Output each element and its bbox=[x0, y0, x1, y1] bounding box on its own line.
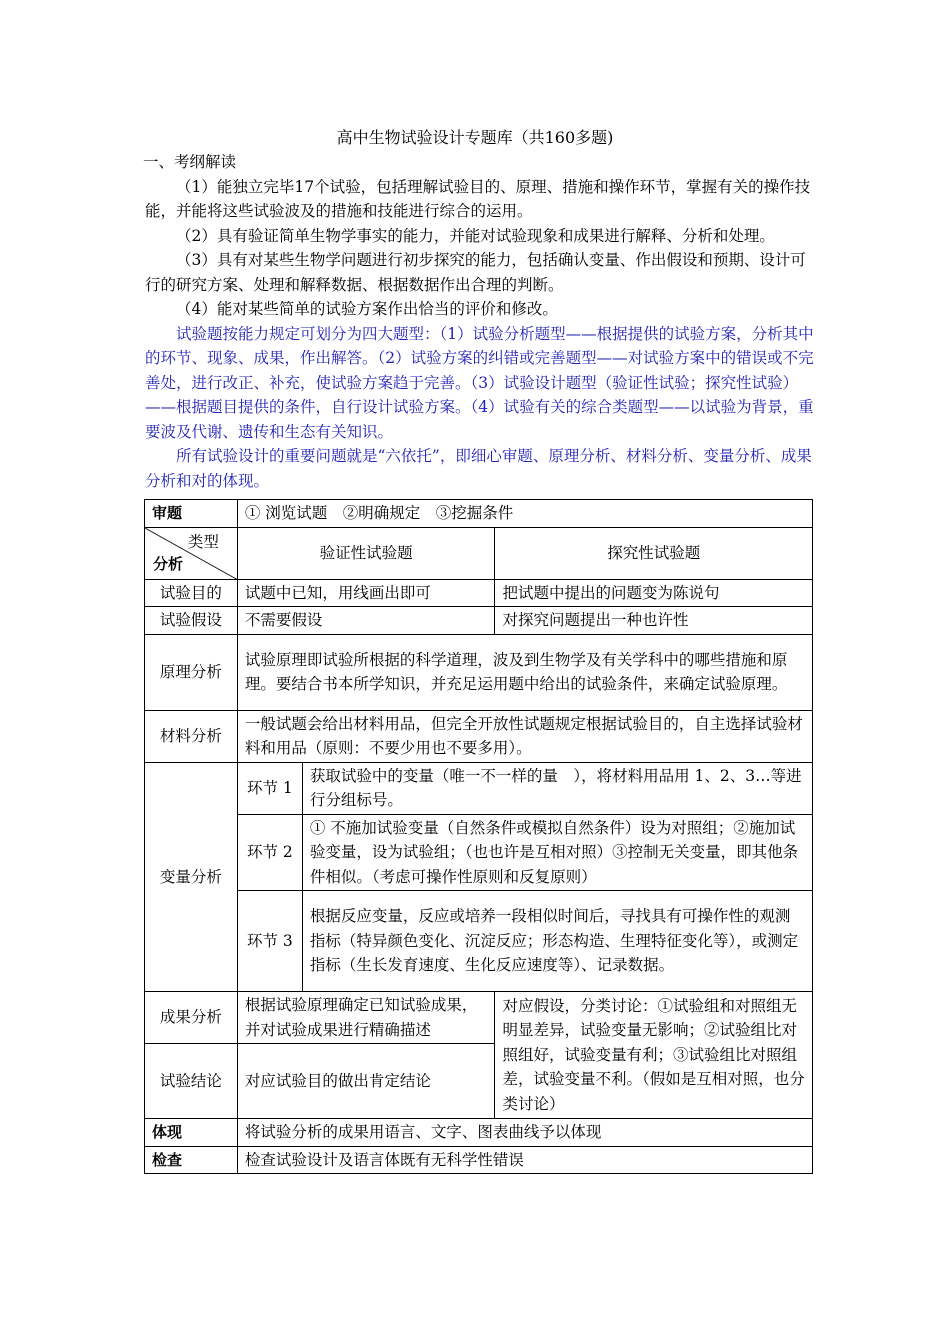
header-type-label: 类型 bbox=[187, 532, 219, 551]
table-row bbox=[145, 762, 813, 814]
table-row bbox=[145, 814, 813, 891]
row-label-cailiao: 材料分析 bbox=[145, 710, 238, 762]
jiancha-content: 检查试验设计及语言体既有无科学性错误 bbox=[237, 1146, 812, 1174]
item-4: （4）能对某些简单的试验方案作出恰当的评价和修改。 bbox=[176, 300, 558, 318]
step-3-label: 环节 3 bbox=[237, 891, 302, 992]
table-header-row bbox=[145, 527, 813, 579]
question-types-paragraph: 试验题按能力规定可划分为四大题型：（1）试验分析题型——根据提供的试验方案，分析其中的环节、现象、成果，作出解答。（2）试验方案的纠错或完善题型——对试验方案中的错误或不完善处，进行改正、补充，使试验方案趋于完善。（3）试验设计题型（验证性试验；探究性试验）——根据题目提供的条件，自行设计试验方案。（4）试验有关的综合类题型——以试验为背景，重要波及代谢、遗传和生态有关知识。 bbox=[145, 324, 814, 441]
jiashe-verification: 不需要假设 bbox=[237, 607, 495, 635]
mudi-verification: 试题中已知，用线画出即可 bbox=[237, 579, 495, 607]
row-label-jiashe: 试验假设 bbox=[145, 607, 238, 635]
row-label-jielun: 试验结论 bbox=[145, 1044, 238, 1119]
header-exploration: 探究性试验题 bbox=[495, 527, 813, 579]
row-label-yuanli: 原理分析 bbox=[145, 634, 238, 710]
cailiao-content: 一般试题会给出材料用品，但完全开放性试题规定根据试验目的，自主选择试验材料和用品（原则：不要少用也不要多用）。 bbox=[237, 710, 812, 762]
row-label-chengguo: 成果分析 bbox=[145, 992, 238, 1044]
table-row bbox=[145, 579, 813, 607]
section-heading: 一、考纲解读 bbox=[143, 153, 237, 171]
table-row bbox=[145, 1146, 813, 1174]
document-body bbox=[145, 150, 815, 493]
mudi-exploration: 把试题中提出的问题变为陈说句 bbox=[495, 579, 813, 607]
table-row bbox=[145, 710, 813, 762]
item-1: （1）能独立完毕17个试验，包括理解试验目的、原理、措施和操作环节，掌握有关的操作技能，并能将这些试验波及的措施和技能进行综合的运用。 bbox=[145, 177, 811, 220]
row-label-tixian: 体现 bbox=[145, 1119, 238, 1147]
table-row bbox=[145, 992, 813, 1044]
row-label-shenti: 审题 bbox=[145, 500, 238, 528]
analysis-table bbox=[144, 499, 813, 1174]
yuanli-content: 试验原理即试验所根据的科学道理，波及到生物学及有关学科中的哪些措施和原理。要结合书本所学知识，并充足运用题中给出的试验条件，来确定试验原理。 bbox=[237, 634, 812, 710]
item-3: （3）具有对某些生物学问题进行初步探究的能力，包括确认变量、作出假设和预期、设计可行的研究方案、处理和解释数据、根据数据作出合理的判断。 bbox=[145, 251, 806, 294]
step-1-content: 获取试验中的变量（唯一不一样的量 ），将材料用品用 1、2、3…等进行分组标号。 bbox=[302, 762, 812, 814]
header-verification: 验证性试验题 bbox=[237, 527, 495, 579]
item-2: （2）具有验证简单生物学事实的能力，并能对试验现象和成果进行解释、分析和处理。 bbox=[176, 226, 775, 245]
chengguo-jielun-exploration: 对应假设，分类讨论：①试验组和对照组无明显差异，试验变量无影响；②试验组比对照组好，试验变量有利；③试验组比对照组差，试验变量不利。（假如是互相对照，也分类讨论） bbox=[495, 992, 813, 1119]
jiashe-exploration: 对探究问题提出一种也许性 bbox=[495, 607, 813, 635]
chengguo-verification: 根据试验原理确定已知试验成果，并对试验成果进行精确描述 bbox=[237, 992, 495, 1044]
row-label-mudi: 试验目的 bbox=[145, 579, 238, 607]
header-analysis-label: 分析 bbox=[153, 555, 184, 573]
tixian-content: 将试验分析的成果用语言、文字、图表曲线予以体现 bbox=[237, 1119, 812, 1147]
shenti-content: ① 浏览试题 ②明确规定 ③挖掘条件 bbox=[237, 500, 812, 528]
step-2-content: ① 不施加试验变量（自然条件或模拟自然条件）设为对照组；②施加试验变量，设为试验组；（也也许是互相对照）③控制无关变量，即其他条件相似。（考虑可操作性原则和反复原则） bbox=[302, 814, 812, 891]
six-supports-paragraph: 所有试验设计的重要问题就是“六依托”，即细心审题、原理分析、材料分析、变量分析、成果分析和对的体现。 bbox=[145, 447, 812, 490]
table-row bbox=[145, 500, 813, 528]
jielun-verification: 对应试验目的做出肯定结论 bbox=[237, 1044, 495, 1119]
row-label-bianliang: 变量分析 bbox=[145, 762, 238, 992]
table-row bbox=[145, 634, 813, 710]
step-2-label: 环节 2 bbox=[237, 814, 302, 891]
row-label-jiancha: 检查 bbox=[145, 1146, 238, 1174]
step-1-label: 环节 1 bbox=[237, 762, 302, 814]
table-row bbox=[145, 891, 813, 992]
diagonal-header-cell bbox=[145, 527, 238, 579]
document-title: 高中生物试验设计专题库（共160多题) bbox=[336, 128, 614, 147]
table-row bbox=[145, 607, 813, 635]
step-3-content: 根据反应变量，反应或培养一段相似时间后，寻找具有可操作性的观测指标（特异颜色变化、沉淀反应；形态构造、生理特征变化等），或测定指标（生长发育速度、生化反应速度等）、记录数据。 bbox=[302, 891, 812, 992]
table-row bbox=[145, 1119, 813, 1147]
